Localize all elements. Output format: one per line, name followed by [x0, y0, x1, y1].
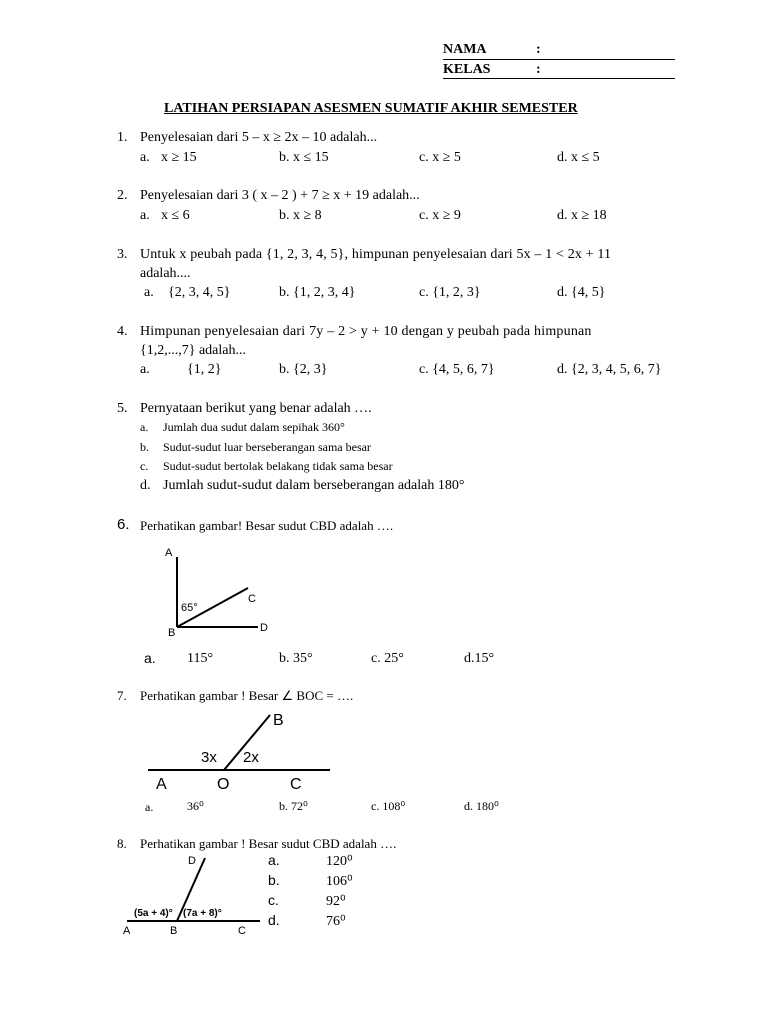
q3-option-a: {2, 3, 4, 5}	[168, 285, 231, 300]
q8-option-c-letter: c.	[268, 892, 279, 908]
q2-option-b: b. x ≥ 8	[279, 208, 322, 223]
q3-number: 3.	[117, 247, 128, 262]
q5-option-a-letter: a.	[140, 420, 149, 434]
q3-option-b: b. {1, 2, 3, 4}	[279, 285, 356, 300]
q2-option-c: c. x ≥ 9	[419, 208, 461, 223]
q8-option-c: 92⁰	[326, 894, 346, 909]
q4-option-b: b. {2, 3}	[279, 362, 328, 377]
q7-option-a-letter: a.	[145, 800, 154, 814]
q4-option-d: d. {2, 3, 4, 5, 6, 7}	[557, 362, 662, 377]
page-title: LATIHAN PERSIAPAN ASESMEN SUMATIF AKHIR SEMESTER	[164, 101, 578, 116]
q1-option-d: d. x ≤ 5	[557, 150, 600, 165]
q8-label-a: A	[123, 925, 131, 937]
q7-angle-left: 3x	[201, 749, 217, 766]
q4-option-c: c. {4, 5, 6, 7}	[419, 362, 495, 377]
q4-text: Himpunan penyelesaian dari 7y – 2 > y + 10 dengan y peubah pada himpunan	[140, 324, 592, 339]
q7-label-a: A	[156, 776, 167, 793]
q6-angle-label: 65°	[181, 602, 198, 614]
q8-option-d-letter: d.	[268, 912, 280, 928]
nama-label: NAMA	[443, 42, 487, 57]
q8-text: Perhatikan gambar ! Besar sudut CBD adalah ….	[140, 836, 397, 851]
q7-option-b: b. 72⁰	[279, 799, 308, 813]
q8-label-c: C	[238, 925, 246, 937]
q3-text: Untuk x peubah pada {1, 2, 3, 4, 5}, himpunan penyelesaian dari 5x – 1 < 2x + 11	[140, 247, 612, 262]
q2-option-a-letter: a.	[140, 208, 150, 223]
q7-angle-right: 2x	[243, 749, 259, 766]
q2-option-d: d. x ≥ 18	[557, 208, 607, 223]
q6-option-b: b. 35°	[279, 651, 313, 666]
q6-figure	[150, 540, 290, 645]
q8-option-d: 76⁰	[326, 914, 346, 929]
q4-option-a: {1, 2}	[187, 362, 222, 377]
q3-option-d: d. {4, 5}	[557, 285, 606, 300]
q5-text: Pernyataan berikut yang benar adalah ….	[140, 401, 372, 416]
q7-option-a: 36⁰	[187, 799, 204, 813]
q1-option-c: c. x ≥ 5	[419, 150, 461, 165]
q2-number: 2.	[117, 188, 128, 203]
q7-label-o: O	[217, 776, 230, 793]
q5-option-c-letter: c.	[140, 459, 149, 473]
q7-text: Perhatikan gambar ! Besar ∠ BOC = ….	[140, 688, 354, 703]
q6-option-d: d.15°	[464, 651, 495, 666]
q8-label-b: B	[170, 925, 178, 937]
q3-option-a-letter: a.	[144, 285, 154, 300]
nama-colon: :	[536, 42, 541, 57]
q5-option-d-letter: d.	[140, 478, 151, 493]
q5-option-b-letter: b.	[140, 440, 149, 454]
q8-label-d: D	[188, 855, 196, 867]
q6-label-a: A	[165, 547, 173, 559]
q7-label-b: B	[273, 712, 284, 729]
q5-number: 5.	[117, 401, 128, 416]
q3-option-c: c. {1, 2, 3}	[419, 285, 481, 300]
q6-option-a: 115°	[187, 651, 214, 666]
q4-number: 4.	[117, 324, 128, 339]
q8-figure	[115, 850, 265, 940]
q6-option-c: c. 25°	[371, 651, 404, 666]
q1-text: Penyelesaian dari 5 – x ≥ 2x – 10 adalah...	[140, 130, 378, 145]
q8-option-b: 106⁰	[326, 874, 353, 889]
q7-number: 7.	[117, 688, 127, 703]
q5-option-c: Sudut-sudut bertolak belakang tidak sama besar	[163, 459, 393, 473]
q1-option-b: b. x ≤ 15	[279, 150, 329, 165]
q5-option-b: Sudut-sudut luar berseberangan sama besar	[163, 440, 371, 454]
q7-option-d: d. 180⁰	[464, 799, 499, 813]
q1-option-a: x ≥ 15	[161, 150, 197, 165]
q8-option-b-letter: b.	[268, 872, 280, 888]
q1-number: 1.	[117, 130, 128, 145]
q2-text: Penyelesaian dari 3 ( x – 2 ) + 7 ≥ x + 19 adalah...	[140, 188, 420, 203]
q2-option-a: x ≤ 6	[161, 208, 190, 223]
q7-option-c: c. 108⁰	[371, 799, 406, 813]
kelas-underline	[443, 78, 675, 79]
q6-text: Perhatikan gambar! Besar sudut CBD adalah ….	[140, 518, 394, 533]
q8-angle-left: (5a + 4)°	[134, 908, 173, 919]
q8-option-a-letter: a.	[268, 852, 280, 868]
q6-option-a-letter: a.	[144, 650, 156, 666]
q6-label-b: B	[168, 627, 176, 639]
q1-option-a-letter: a.	[140, 150, 150, 165]
q8-number: 8.	[117, 836, 127, 851]
kelas-label: KELAS	[443, 62, 491, 77]
q6-label-c: C	[248, 593, 256, 605]
q4-option-a-letter: a.	[140, 362, 150, 377]
q4-text-cont: {1,2,...,7} adalah...	[140, 343, 246, 358]
nama-underline	[443, 59, 675, 60]
q6-label-d: D	[260, 622, 268, 634]
q7-figure	[140, 708, 340, 793]
q7-label-c: C	[290, 776, 302, 793]
q8-angle-right: (7a + 8)°	[183, 908, 222, 919]
q8-option-a: 120⁰	[326, 854, 353, 869]
q5-option-d: Jumlah sudut-sudut dalam berseberangan adalah 180°	[163, 478, 465, 493]
q5-option-a: Jumlah dua sudut dalam sepihak 360°	[163, 420, 345, 434]
kelas-colon: :	[536, 62, 541, 77]
q6-number: 6.	[117, 516, 130, 533]
q3-text-cont: adalah....	[140, 266, 191, 281]
